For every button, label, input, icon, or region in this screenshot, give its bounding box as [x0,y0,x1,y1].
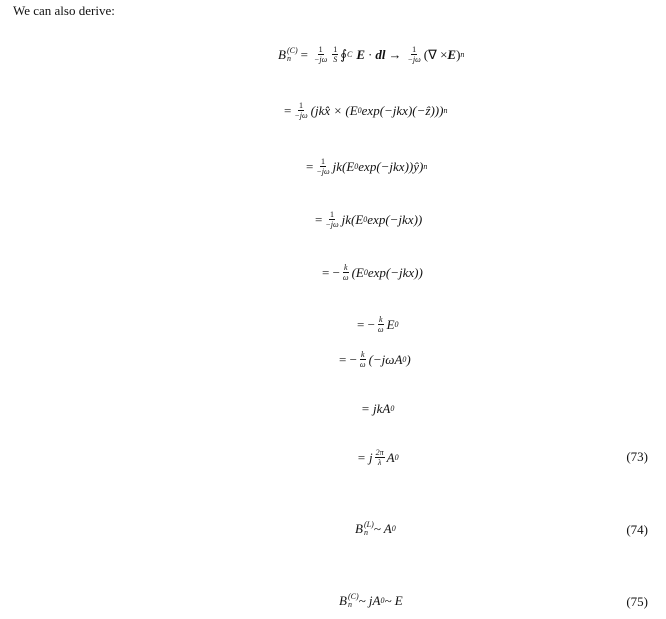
equation-11: B (C) n ~ jA 0 ~ E [339,592,403,609]
equation-6: = − $\frac{k}{\omega}$ E 0 [357,315,399,334]
equation-number-73: (73) [626,449,648,464]
equation-number-74: (74) [626,522,648,537]
equation-1: B (C) n = $\frac{1}{-j\omega}$ $\frac{1}{S}$ ∮ C E · dl → $\frac{1}{-j\omega}$ (∇ × E ) n [278,45,465,64]
equation-10: B (L) n ~ A 0 [355,520,396,537]
intro-text: We can also derive: [13,3,115,18]
equation-5: = − $\frac{k}{\omega}$ (E 0 exp(−jkx)) [322,263,423,282]
equation-7: = − $\frac{k}{\omega}$ (−jωA 0 ) [339,350,411,369]
equation-9: = j $\frac{2\pi}{\lambda}$ A 0 [357,448,399,467]
equation-2: = $\frac{1}{-j\omega}$ (jkx̂ × (E 0 exp(−jkx)(−ẑ))) n [284,101,448,120]
equation-4: = $\frac{1}{-j\omega}$ jk(E 0 exp(−jkx)) [315,210,423,229]
equation-number-75: (75) [626,594,648,609]
equation-3: = $\frac{1}{-j\omega}$ jk(E 0 exp(−jkx))ŷ) n [306,157,428,176]
equation-8: = jkA 0 [361,401,395,416]
